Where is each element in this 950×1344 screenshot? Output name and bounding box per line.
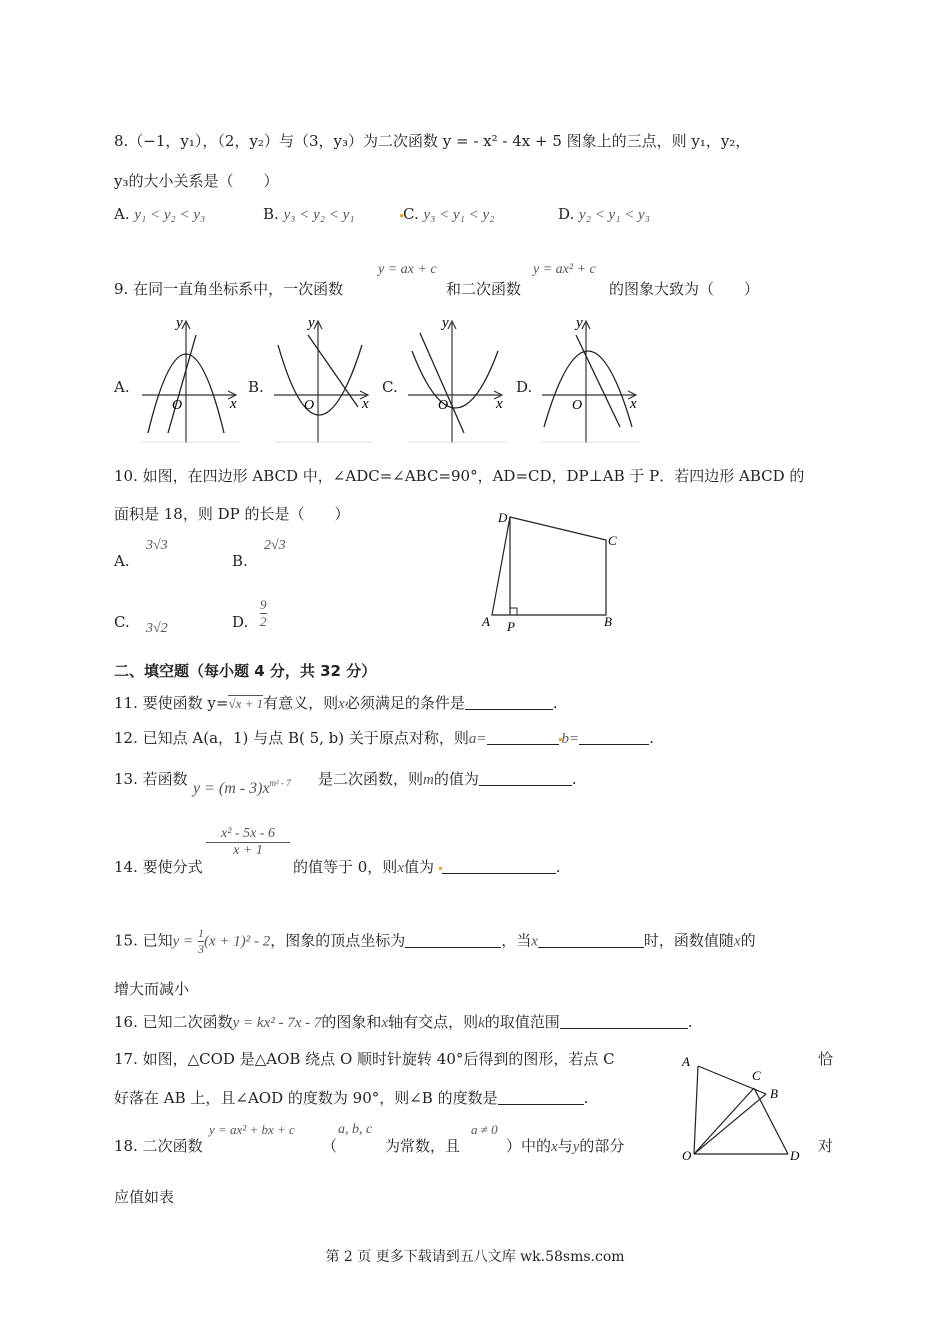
- q10-option-a: A.: [114, 552, 130, 570]
- q13-formula: $y = (m - 3)x^{m^2 - 7}$: [193, 778, 291, 797]
- q18-params: a, b, c: [338, 1122, 373, 1137]
- q9-graph-d: [540, 315, 642, 445]
- q18-tail: 对: [818, 1137, 834, 1155]
- q9-a-origin: O: [172, 398, 183, 413]
- q13: 13. 若函数: [114, 770, 188, 788]
- section2-title: 二、填空题（每小题 4 分，共 32 分）: [114, 662, 377, 680]
- q11: 11. 要使函数 y=√x + 1有意义，则x必须满足的条件是 .: [114, 694, 558, 712]
- q13-rest: 是二次函数，则m的值为 .: [318, 770, 577, 788]
- q17-figure: [678, 1050, 808, 1165]
- q8-option-b: B. y₃ < y₂ < y₁: [263, 205, 355, 223]
- q12: 12. 已知点 A(a，1) 与点 B( 5, b) 关于原点对称，则a= b= .: [114, 729, 654, 747]
- q14-rest: 的值等于 0，则x值为 .: [293, 858, 561, 876]
- q9-option-d-label: D.: [516, 378, 533, 396]
- q14-fraction: $\frac{\text{x² - 5x - 6}}{x + 1}$: [206, 826, 290, 859]
- page-footer: 第 2 页 更多下载请到五八文库 wk.58sms.com: [325, 1249, 625, 1265]
- q10-option-a-value: 3√3: [146, 538, 168, 553]
- svg-text:C: C: [752, 1068, 761, 1083]
- q10-option-c-value: 3√2: [146, 621, 168, 636]
- svg-text:P: P: [507, 619, 515, 634]
- q9-option-a-label: A.: [114, 378, 130, 396]
- q8-option-c: C. y₃ < y₁ < y₂: [400, 205, 494, 224]
- q18-mid: 为常数，且: [385, 1137, 461, 1155]
- q9-stem-suffix: 的图象大致为（ ）: [609, 280, 760, 298]
- svg-text:C: C: [608, 533, 617, 548]
- q9-option-c-label: C.: [382, 378, 398, 396]
- q17-line1: 17. 如图，△COD 是△AOB 绕点 O 顺时针旋转 40°后得到的图形，若点 C: [114, 1050, 615, 1068]
- q9-graph-b: [272, 315, 374, 445]
- svg-text:O: O: [682, 1148, 692, 1163]
- svg-text:B: B: [770, 1086, 778, 1101]
- svg-text:B: B: [604, 614, 612, 629]
- q17-line2: 好落在 AB 上，且∠AOD 的度数为 90°，则∠B 的度数是 .: [114, 1089, 589, 1107]
- q9-option-b-label: B.: [248, 378, 264, 396]
- q17-tail1: 恰: [818, 1050, 834, 1068]
- svg-text:y: y: [576, 315, 583, 331]
- q10-line2: 面积是 18，则 DP 的长是（ ）: [114, 505, 350, 523]
- q18-cond: a ≠ 0: [471, 1122, 498, 1137]
- q10-line1: 10. 如图，在四边形 ABCD 中，∠ADC=∠ABC=90°，AD=CD，DP⊥AB 于 P．若四边形 ABCD 的: [114, 467, 805, 485]
- q9-a-y-label: y: [176, 315, 183, 331]
- q18-line2: 应值如表: [114, 1188, 175, 1206]
- svg-text:D: D: [498, 510, 508, 525]
- q14-prefix: 14. 要使分式: [114, 858, 203, 876]
- svg-text:A: A: [482, 614, 490, 629]
- q9-stem: 9. 在同一直角坐标系中，一次函数: [114, 280, 344, 298]
- q15: 15. 已知y = $\frac{1}{3}$ (x + 1)² - 2，图象的顶点坐标为 ，当x 时，函数值随x的: [114, 926, 756, 956]
- q8-stem-cont: y₃的大小关系是（ ）: [114, 172, 279, 190]
- svg-text:D: D: [790, 1148, 800, 1163]
- q9-graph-c: [406, 315, 508, 445]
- q9-stem-mid: 和二次函数: [446, 280, 522, 298]
- q8-option-d: D. y₂ < y₁ < y₃: [558, 205, 650, 223]
- svg-text:O: O: [438, 398, 449, 413]
- svg-text:x: x: [496, 396, 503, 412]
- q10-option-b: B.: [232, 552, 248, 570]
- svg-text:O: O: [304, 398, 315, 413]
- q18-rest: ）中的x与y的部分: [506, 1137, 625, 1155]
- q15-line2: 增大而减小: [114, 980, 190, 998]
- q10-figure: [478, 507, 623, 637]
- q18-paren: （: [322, 1137, 338, 1155]
- q16: 16. 已知二次函数y = kx² - 7x - 7的图象和x轴有交点，则k的取值范围 .: [114, 1013, 693, 1031]
- q8-option-a: A. y₁ < y₂ < y₃: [114, 205, 206, 223]
- q10-option-d-value: $\frac{9}{2}$: [260, 597, 267, 629]
- q9-a-x-label: x: [230, 396, 237, 412]
- q10-option-d: D.: [232, 613, 249, 631]
- q9-formula-quadratic: y = ax² + c: [533, 262, 596, 277]
- q8-stem: 8.（−1，y₁），（2，y₂）与（3，y₃）为二次函数 y = - x² - 4x + 5 图象上的三点，则 y₁，y₂，: [114, 132, 751, 150]
- q9-formula-linear: y = ax + c: [378, 262, 437, 277]
- q10-option-c: C.: [114, 613, 130, 631]
- q10-option-b-value: 2√3: [264, 538, 286, 553]
- q9-graph-a: [140, 315, 242, 445]
- svg-text:A: A: [682, 1054, 690, 1069]
- svg-text:y: y: [442, 315, 449, 331]
- svg-text:x: x: [362, 396, 369, 412]
- svg-text:y: y: [308, 315, 315, 331]
- svg-text:x: x: [630, 396, 637, 412]
- q18-prefix: 18. 二次函数: [114, 1137, 203, 1155]
- q18-formula: y = ax² + bx + c: [209, 1122, 295, 1137]
- svg-text:O: O: [572, 398, 583, 413]
